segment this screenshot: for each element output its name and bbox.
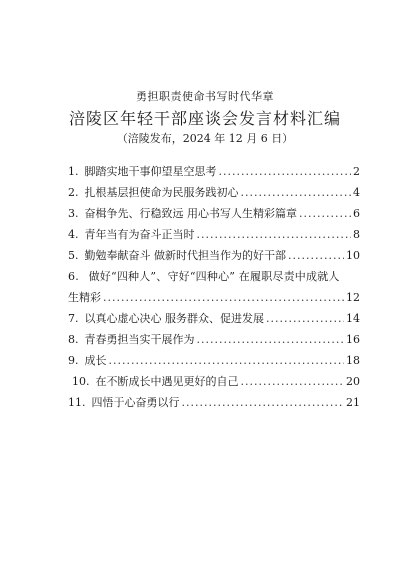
toc-leader-dots: [299, 207, 351, 220]
toc-item-page: 20: [346, 375, 360, 388]
toc-item-page: 6: [353, 207, 360, 220]
toc-item-number: 3.: [68, 207, 79, 220]
toc-item-7[interactable]: [68, 310, 360, 331]
toc-item-number: 8.: [68, 333, 79, 346]
toc-item-2[interactable]: [68, 184, 360, 205]
toc-item-number: 6.: [68, 270, 79, 283]
toc-item-number: 5.: [68, 249, 79, 262]
toc-item-number: 1.: [68, 165, 79, 178]
toc-item-page: 21: [346, 396, 360, 409]
toc-item-page: 18: [346, 354, 360, 367]
toc-leader-dots: [109, 354, 345, 367]
toc-item-number: 4.: [68, 228, 79, 241]
toc-item-4[interactable]: [68, 226, 360, 247]
toc-leader-dots: [182, 396, 345, 409]
toc-item-title: 脚踏实地干事仰望星空思考: [84, 165, 217, 178]
toc-item-number: 10.: [72, 375, 90, 388]
toc-item-5[interactable]: [68, 247, 360, 268]
toc-item-11[interactable]: [68, 394, 360, 415]
toc-item-title: 以真心虚心决心 服务群众、促进发展: [84, 312, 264, 325]
table-of-contents: [68, 163, 360, 415]
toc-leader-dots: [241, 375, 345, 388]
toc-item-title: 四悟于心奋勇以行: [91, 396, 180, 409]
document-title: 涪陵区年轻干部座谈会发言材料汇编: [68, 109, 341, 128]
toc-item-title: 成长: [84, 354, 107, 367]
toc-item-page: 10: [346, 249, 360, 262]
toc-item-title: 青年当有为奋斗正当时: [84, 228, 195, 241]
toc-leader-dots: [266, 312, 344, 325]
toc-leader-dots: [103, 291, 344, 304]
toc-leader-dots: [288, 249, 344, 262]
toc-leader-dots: [197, 228, 352, 241]
toc-item-number: 2.: [68, 186, 79, 199]
toc-item-title-continued: 生精彩: [68, 291, 101, 304]
toc-item-page: 16: [346, 333, 360, 346]
toc-item-6[interactable]: [68, 268, 360, 310]
toc-item-1[interactable]: [68, 163, 360, 184]
toc-item-page: 8: [353, 228, 360, 241]
toc-item-title: 奋楫争先、行稳致远 用心书写人生精彩篇章: [84, 207, 297, 220]
toc-item-title: 在不断成长中遇见更好的自己: [95, 375, 239, 388]
toc-item-title: 青春勇担当实干展作为: [84, 333, 195, 346]
toc-item-8[interactable]: [68, 331, 360, 352]
toc-item-number: 7.: [68, 312, 79, 325]
toc-item-number: 11.: [68, 396, 86, 409]
document-source: （涪陵发布，2024 年 12 月 6 日）: [116, 132, 294, 145]
toc-item-page: 4: [353, 186, 360, 199]
toc-item-title: 做好“四种人”、守好“四种心” 在履职尽责中成就人: [88, 270, 340, 283]
toc-item-9[interactable]: [68, 352, 360, 373]
toc-item-second-line: [68, 289, 360, 310]
toc-item-page: 14: [346, 312, 360, 325]
document-subtitle: 勇担职责使命书写时代华章: [136, 90, 274, 103]
toc-item-page: 12: [346, 291, 360, 304]
toc-leader-dots: [219, 165, 352, 178]
toc-item-title: 扎根基层担使命为民服务践初心: [84, 186, 239, 199]
toc-item-number: 9.: [68, 354, 79, 367]
toc-item-first-line: [68, 268, 360, 289]
toc-item-3[interactable]: [68, 205, 360, 226]
toc-item-10[interactable]: [68, 373, 360, 394]
toc-item-title: 勤勉奉献奋斗 做新时代担当作为的好干部: [84, 249, 286, 262]
toc-leader-dots: [197, 333, 345, 346]
toc-leader-dots: [241, 186, 352, 199]
toc-item-page: 2: [353, 165, 360, 178]
